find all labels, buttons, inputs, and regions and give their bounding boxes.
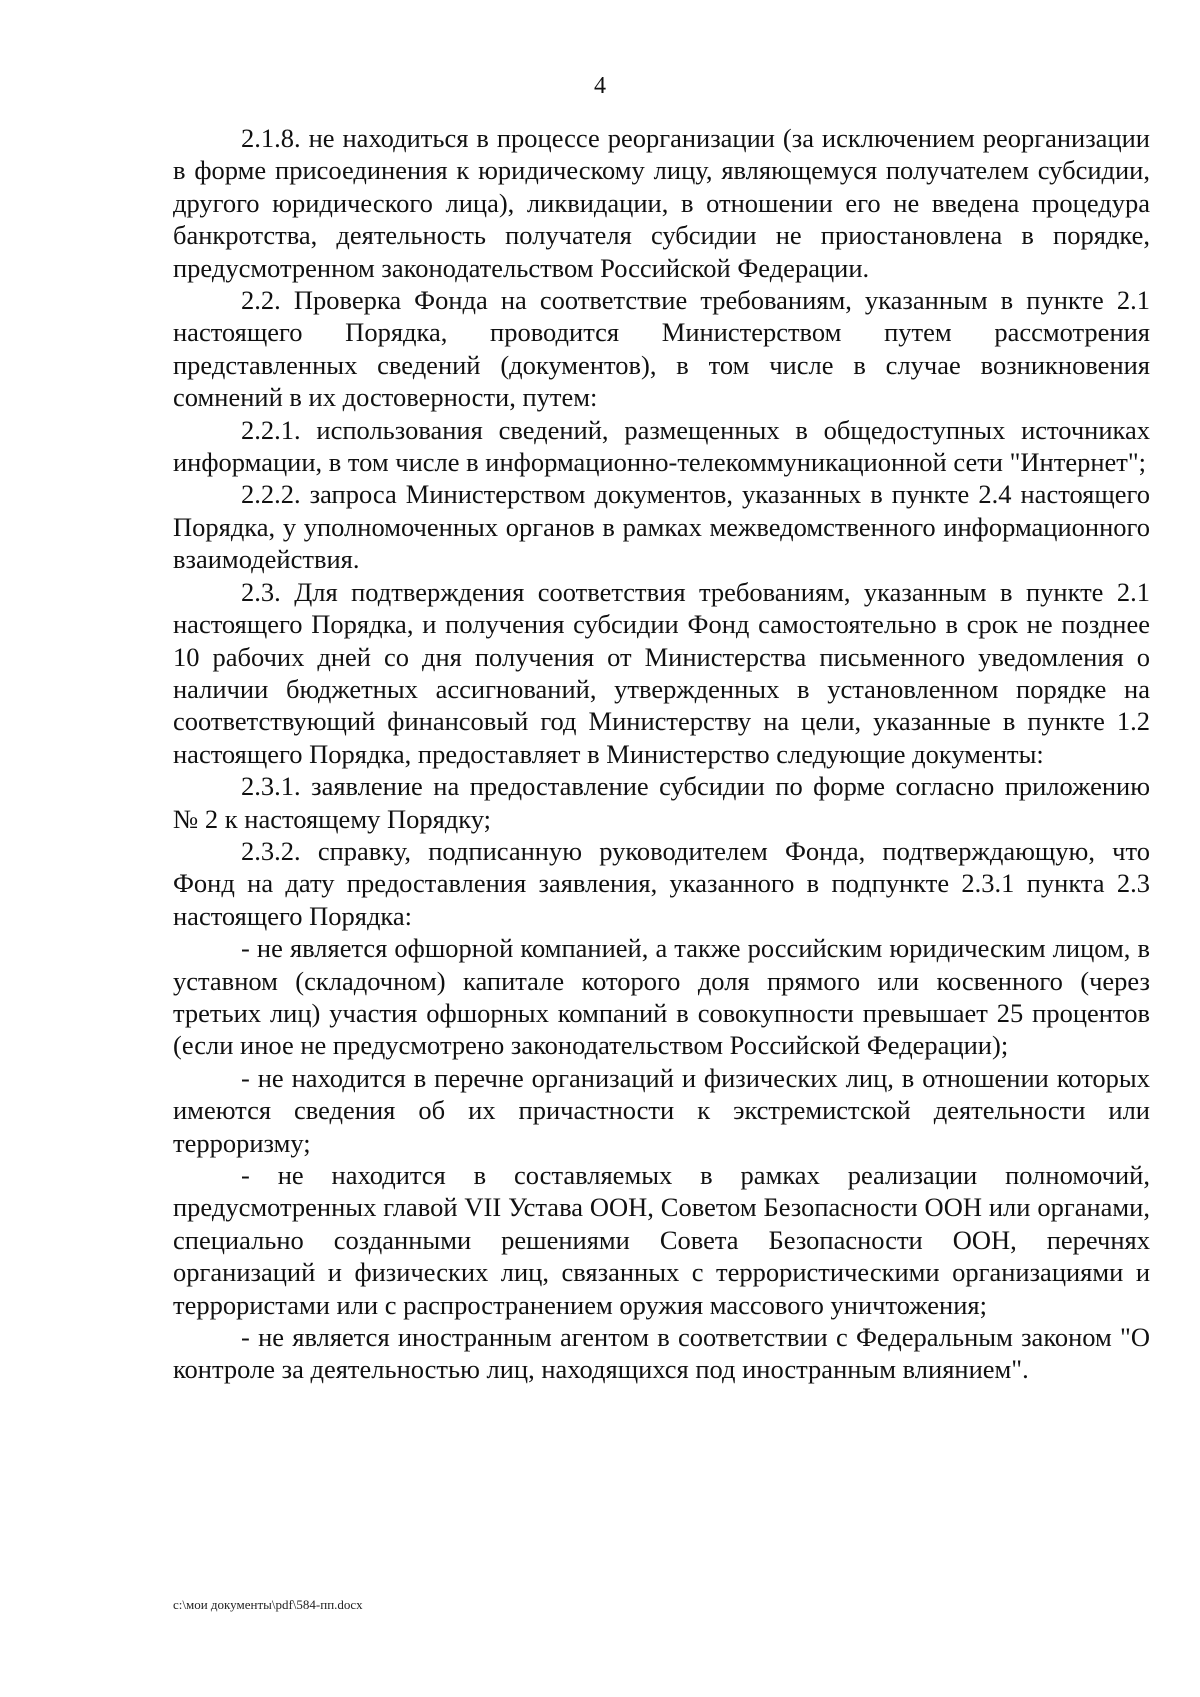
paragraph-2-1-8: 2.1.8. не находиться в процессе реорганизации (за исключением реорганизации в форме присоединения к юридическому лицу, являющемуся получателем субсидии, другого юридического лица), ликвидации, в отношении его не введена процедура банкротства, деятельность получателя субсидии не приостановлена в порядке, предусмотренном законодательством Российской Федерации. <box>173 123 1150 283</box>
paragraph-2-2-1: 2.2.1. использования сведений, размещенных в общедоступных источниках информации, в том числе в информационно-телекоммуникационной сети "Интернет"; <box>173 414 1150 478</box>
paragraph-2-2-2: 2.2.2. запроса Министерством документов, указанных в пункте 2.4 настоящего Порядка, у уполномоченных органов в рамках межведомственного информационного взаимодействия. <box>173 479 1150 575</box>
list-item-un-sanctions: - не находится в составляемых в рамках реализации полномочий, предусмотренных главой VII Устава ООН, Советом Безопасности ООН или органами, специально созданными решениями Совета Безопасности ООН, перечнях организаций и физических лиц, связанных с террористическими организациями и террористами или с распространением оружия массового уничтожения; <box>173 1160 1150 1320</box>
footer-file-path: c:\мои документы\pdf\584-пп.docx <box>173 1597 363 1612</box>
paragraph-2-3-1: 2.3.1. заявление на предоставление субсидии по форме согласно приложению № 2 к настоящему Порядку; <box>173 771 1150 834</box>
list-item-foreign-agent: - не является иностранным агентом в соответствии с Федеральным законом "О контроле за деятельностью лиц, находящихся под иностранным влиянием". <box>173 1322 1150 1385</box>
document-body <box>173 122 1150 1386</box>
paragraph-2-3: 2.3. Для подтверждения соответствия требованиям, указанным в пункте 2.1 настоящего Порядка, и получения субсидии Фонд самостоятельно в срок не позднее 10 рабочих дней со дня получения от Министерства письменного уведомления о наличии бюджетных ассигнований, утвержденных в установленном порядке на соответствующий финансовый год Министерству на цели, указанные в пункте 1.2 настоящего Порядка, предоставляет в Министерство следующие документы: <box>173 576 1150 769</box>
paragraph-2-3-2: 2.3.2. справку, подписанную руководителем Фонда, подтверждающую, что Фонд на дату предоставления заявления, указанного в подпункте 2.3.1 пункта 2.3 настоящего Порядка: <box>173 835 1150 931</box>
page-number: 4 <box>594 73 606 99</box>
paragraph-2-2: 2.2. Проверка Фонда на соответствие требованиям, указанным в пункте 2.1 настоящего Порядка, проводится Министерством путем рассмотрения представленных сведений (документов), в том числе в случае возникновения сомнений в их достоверности, путем: <box>173 285 1150 413</box>
list-item-extremism: - не находится в перечне организаций и физических лиц, в отношении которых имеются сведения об их причастности к экстремистской деятельности или терроризму; <box>173 1062 1150 1158</box>
list-item-offshore: - не является офшорной компанией, а также российским юридическим лицом, в уставном (складочном) капитале которого доля прямого или косвенного (через третьих лиц) участия офшорных компаний в совокупности превышает 25 процентов (если иное не предусмотрено законодательством Российской Федерации); <box>173 933 1150 1061</box>
